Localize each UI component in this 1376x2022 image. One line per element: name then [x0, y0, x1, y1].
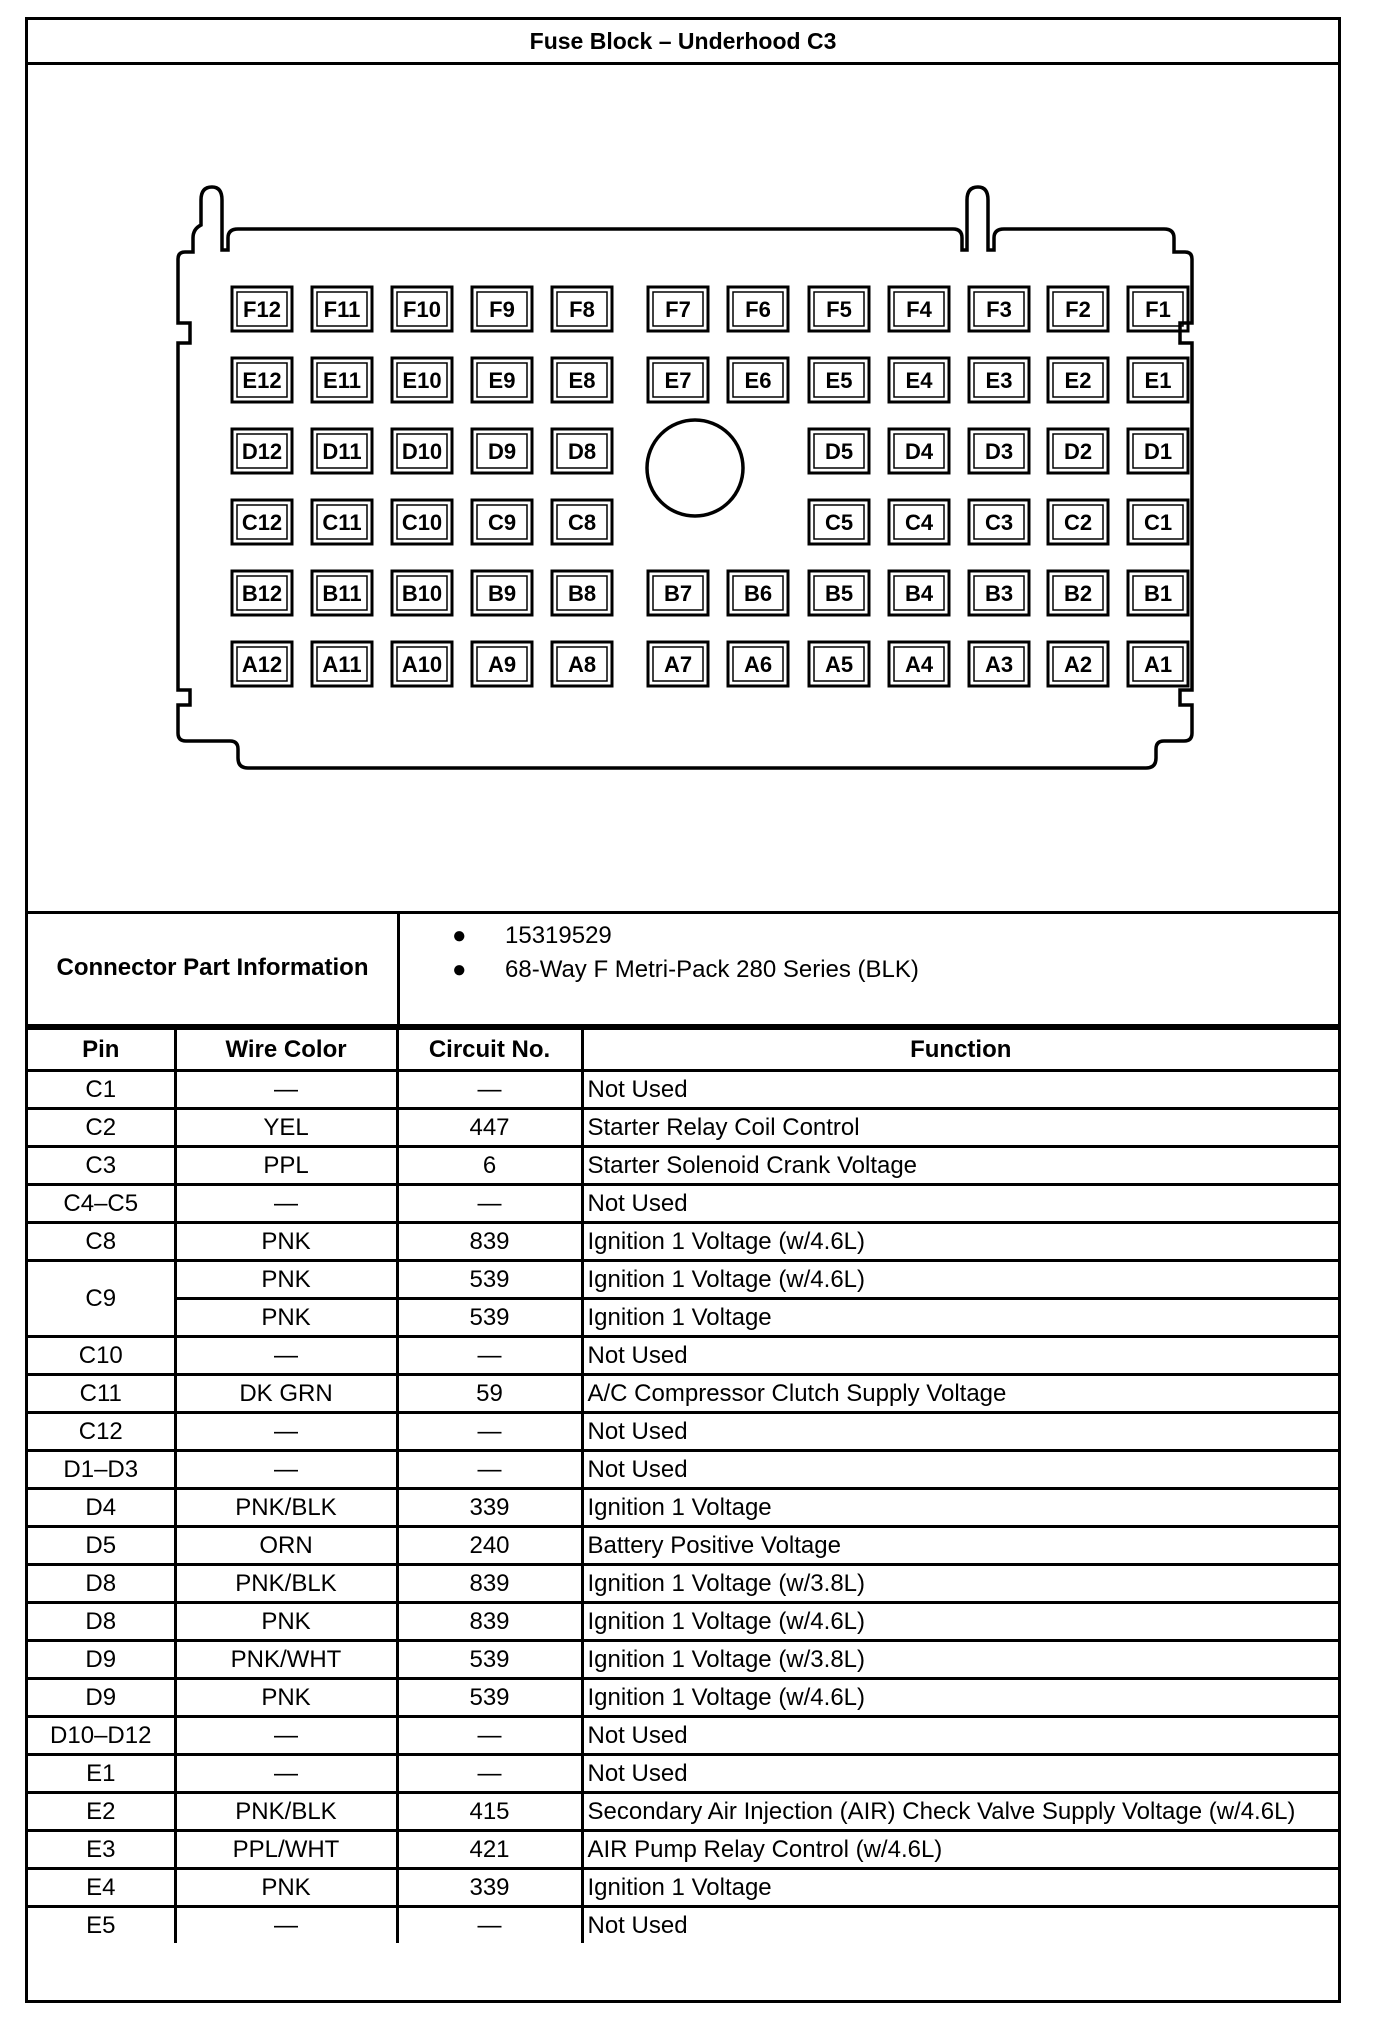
circuit-number-cell: —: [397, 1451, 582, 1489]
pin-label: F4: [906, 297, 932, 322]
table-row: [28, 1109, 1338, 1147]
circuit-number-cell: —: [397, 1185, 582, 1223]
pin-label: F6: [745, 297, 771, 322]
pin-label: E12: [242, 368, 282, 393]
function-cell: Battery Positive Voltage: [582, 1527, 1338, 1565]
wire-color-cell: —: [175, 1451, 397, 1489]
pin-cavity-a7: [648, 642, 708, 686]
pin-label: F5: [826, 297, 852, 322]
pin-cavity-f3: [969, 287, 1029, 331]
circuit-number-cell: 339: [397, 1869, 582, 1907]
pin-cavity-b6: [728, 571, 788, 615]
pin-cavity-b4: [889, 571, 949, 615]
pin-label: E8: [568, 368, 596, 393]
pin-label: A6: [743, 652, 773, 677]
wire-color-cell: PPL: [175, 1147, 397, 1185]
pin-table: [28, 1027, 1338, 1943]
pin-cavity-f5: [809, 287, 869, 331]
pin-label: E3: [985, 368, 1013, 393]
pin-label: C12: [241, 510, 283, 535]
pin-cavity-d2: [1048, 429, 1108, 473]
pin-label: A11: [322, 652, 362, 677]
circuit-number-cell: —: [397, 1337, 582, 1375]
circuit-number-cell: —: [397, 1413, 582, 1451]
function-cell: Ignition 1 Voltage (w/4.6L): [582, 1223, 1338, 1261]
pin-label: C5: [824, 510, 854, 535]
table-row: [28, 1413, 1338, 1451]
function-cell: Ignition 1 Voltage: [582, 1869, 1338, 1907]
pin-cavity-a10: [392, 642, 452, 686]
pin-label: D1: [1143, 439, 1173, 464]
pin-label: A4: [904, 652, 934, 677]
pin-label: F2: [1065, 297, 1091, 322]
connector-part-list: [400, 919, 919, 987]
pin-label: C9: [487, 510, 517, 535]
table-row: [28, 1185, 1338, 1223]
wire-color-cell: PNK: [175, 1261, 397, 1299]
pin-cavity-a5: [809, 642, 869, 686]
table-row: [28, 1375, 1338, 1413]
wire-color-cell: —: [175, 1071, 397, 1109]
pin-cavity-e1: [1128, 358, 1188, 402]
pin-cavity-d9: [472, 429, 532, 473]
pin-label: F3: [986, 297, 1012, 322]
pin-cavity-b12: [232, 571, 292, 615]
pin-label: A7: [663, 652, 693, 677]
function-cell: Not Used: [582, 1907, 1338, 1944]
table-row: [28, 1641, 1338, 1679]
pin-cavity-d12: [232, 429, 292, 473]
bullet-icon: ●: [452, 956, 467, 983]
pin-cavity-c2: [1048, 500, 1108, 544]
wire-color-cell: PNK: [175, 1299, 397, 1337]
pin-cavity-f2: [1048, 287, 1108, 331]
pin-label: E10: [402, 368, 442, 393]
pin-label: B11: [322, 581, 362, 606]
function-cell: Ignition 1 Voltage (w/3.8L): [582, 1641, 1338, 1679]
wire-color-cell: —: [175, 1413, 397, 1451]
table-row: [28, 1717, 1338, 1755]
pin-label: D9: [487, 439, 517, 464]
pin-cavity-e11: [312, 358, 372, 402]
pin-label: B3: [984, 581, 1014, 606]
pin-label: F1: [1145, 297, 1171, 322]
pin-label: A1: [1143, 652, 1173, 677]
table-row: [28, 1679, 1338, 1717]
pin-label: B5: [824, 581, 854, 606]
pin-cavity-f9: [472, 287, 532, 331]
pin-cavity-b10: [392, 571, 452, 615]
connector-face-drawing: [28, 65, 1338, 911]
pin-label: A10: [401, 652, 443, 677]
function-cell: Starter Solenoid Crank Voltage: [582, 1147, 1338, 1185]
pin-cell: E3: [28, 1831, 175, 1869]
pin-label: A2: [1063, 652, 1093, 677]
pin-cavity-c1: [1128, 500, 1188, 544]
pin-cell: E5: [28, 1907, 175, 1944]
pin-label: C10: [401, 510, 443, 535]
pin-cavity-e2: [1048, 358, 1108, 402]
column-header-circuit-no: Circuit No.: [397, 1029, 582, 1071]
table-row: [28, 1147, 1338, 1185]
pin-cavity-e5: [809, 358, 869, 402]
pin-label: E1: [1144, 368, 1172, 393]
pin-table-body: [28, 1071, 1338, 1944]
pin-cavity-c8: [552, 500, 612, 544]
circuit-number-cell: 415: [397, 1793, 582, 1831]
pin-cell: E4: [28, 1869, 175, 1907]
pin-label: E11: [323, 368, 361, 393]
connector-description: 68-Way F Metri-Pack 280 Series (BLK): [505, 956, 919, 983]
function-cell: A/C Compressor Clutch Supply Voltage: [582, 1375, 1338, 1413]
pin-label: B7: [663, 581, 693, 606]
pin-label: B12: [241, 581, 283, 606]
function-cell: Ignition 1 Voltage (w/4.6L): [582, 1261, 1338, 1299]
pin-cavity-a11: [312, 642, 372, 686]
pin-label: C1: [1143, 510, 1173, 535]
pin-cell: E2: [28, 1793, 175, 1831]
column-header-pin: Pin: [28, 1029, 175, 1071]
connector-diagram: [28, 65, 1338, 914]
table-row: [28, 1869, 1338, 1907]
connector-part-information-label: Connector Part Information: [28, 911, 400, 1024]
pin-cavity-a6: [728, 642, 788, 686]
pin-cell: D4: [28, 1489, 175, 1527]
pin-cavity-a2: [1048, 642, 1108, 686]
wire-color-cell: PNK/BLK: [175, 1793, 397, 1831]
pin-cavity-a4: [889, 642, 949, 686]
pin-label: D4: [904, 439, 934, 464]
pin-cavity-c12: [232, 500, 292, 544]
wire-color-cell: —: [175, 1185, 397, 1223]
pin-label: B6: [743, 581, 773, 606]
pin-cavity-f4: [889, 287, 949, 331]
bullet-icon: ●: [452, 922, 467, 949]
pin-cavity-f8: [552, 287, 612, 331]
pin-cell: C4–C5: [28, 1185, 175, 1223]
circuit-number-cell: 539: [397, 1299, 582, 1337]
pin-cavity-b3: [969, 571, 1029, 615]
pin-cavity-b11: [312, 571, 372, 615]
pin-label: F8: [569, 297, 595, 322]
pin-cavity-d4: [889, 429, 949, 473]
circuit-number-cell: 839: [397, 1223, 582, 1261]
pin-cell: C1: [28, 1071, 175, 1109]
pin-cell: C12: [28, 1413, 175, 1451]
wire-color-cell: —: [175, 1717, 397, 1755]
pin-label: F11: [323, 297, 361, 322]
pin-cavity-d11: [312, 429, 372, 473]
pin-label: D11: [322, 439, 362, 464]
pin-cavity-f10: [392, 287, 452, 331]
wire-color-cell: PNK/WHT: [175, 1641, 397, 1679]
pin-cavity-f12: [232, 287, 292, 331]
pin-label: A9: [487, 652, 517, 677]
pin-label: B10: [401, 581, 443, 606]
pin-cavity-c9: [472, 500, 532, 544]
pin-cell: C3: [28, 1147, 175, 1185]
pin-cavity-a8: [552, 642, 612, 686]
pin-cavity-e4: [889, 358, 949, 402]
pin-label: D5: [824, 439, 854, 464]
pin-label: E4: [905, 368, 933, 393]
pin-cavity-e10: [392, 358, 452, 402]
circuit-number-cell: —: [397, 1755, 582, 1793]
circuit-number-cell: 539: [397, 1641, 582, 1679]
table-row: [28, 1451, 1338, 1489]
list-item: [400, 953, 919, 987]
pin-cavity-b5: [809, 571, 869, 615]
circuit-number-cell: 839: [397, 1603, 582, 1641]
circuit-number-cell: —: [397, 1717, 582, 1755]
circuit-number-cell: —: [397, 1071, 582, 1109]
pin-cavity-c3: [969, 500, 1029, 544]
wire-color-cell: PNK: [175, 1603, 397, 1641]
document-frame: [25, 17, 1341, 2003]
circuit-number-cell: 447: [397, 1109, 582, 1147]
pin-cell: E1: [28, 1755, 175, 1793]
pin-cell: D1–D3: [28, 1451, 175, 1489]
table-row: [28, 1603, 1338, 1641]
wire-color-cell: —: [175, 1907, 397, 1944]
pin-label: C4: [904, 510, 934, 535]
pin-cavity-d10: [392, 429, 452, 473]
function-cell: Not Used: [582, 1071, 1338, 1109]
pin-cavity-f6: [728, 287, 788, 331]
pin-cell: D8: [28, 1565, 175, 1603]
pin-label: E2: [1064, 368, 1092, 393]
wire-color-cell: PNK: [175, 1223, 397, 1261]
pin-label: D10: [401, 439, 443, 464]
wire-color-cell: PNK: [175, 1869, 397, 1907]
pin-cell: C2: [28, 1109, 175, 1147]
circuit-number-cell: 839: [397, 1565, 582, 1603]
table-row: [28, 1907, 1338, 1944]
circuit-number-cell: 539: [397, 1679, 582, 1717]
pin-label: C3: [984, 510, 1014, 535]
pin-cavity-b7: [648, 571, 708, 615]
function-cell: Not Used: [582, 1755, 1338, 1793]
pin-cavity-b1: [1128, 571, 1188, 615]
pin-label: E6: [744, 368, 772, 393]
center-bolt-circle: [647, 420, 743, 516]
pin-label: F7: [665, 297, 691, 322]
pin-label: D8: [567, 439, 597, 464]
function-cell: AIR Pump Relay Control (w/4.6L): [582, 1831, 1338, 1869]
pin-label: A5: [824, 652, 854, 677]
pin-label: B2: [1063, 581, 1093, 606]
pin-label: D2: [1063, 439, 1093, 464]
circuit-number-cell: 240: [397, 1527, 582, 1565]
function-cell: Ignition 1 Voltage (w/4.6L): [582, 1603, 1338, 1641]
function-cell: Not Used: [582, 1185, 1338, 1223]
pin-label: E5: [825, 368, 853, 393]
pin-label: B4: [904, 581, 934, 606]
table-header-row: [28, 1029, 1338, 1071]
circuit-number-cell: 421: [397, 1831, 582, 1869]
column-header-function: Function: [582, 1029, 1338, 1071]
circuit-number-cell: —: [397, 1907, 582, 1944]
function-cell: Not Used: [582, 1717, 1338, 1755]
pin-cell: D9: [28, 1679, 175, 1717]
table-row: [28, 1793, 1338, 1831]
pin-cavity-e12: [232, 358, 292, 402]
pin-cavity-e3: [969, 358, 1029, 402]
pin-cavity-a9: [472, 642, 532, 686]
pin-cavity-f11: [312, 287, 372, 331]
pin-cavity-c11: [312, 500, 372, 544]
table-row: [28, 1223, 1338, 1261]
pin-label: C11: [322, 510, 362, 535]
pin-label: F12: [243, 297, 281, 322]
pin-cavity-d8: [552, 429, 612, 473]
pin-cavity-e6: [728, 358, 788, 402]
pin-cell: D8: [28, 1603, 175, 1641]
function-cell: Ignition 1 Voltage: [582, 1299, 1338, 1337]
pin-label: D3: [984, 439, 1014, 464]
pin-cavity-a1: [1128, 642, 1188, 686]
table-row: [28, 1489, 1338, 1527]
wire-color-cell: YEL: [175, 1109, 397, 1147]
pin-cell: D10–D12: [28, 1717, 175, 1755]
wire-color-cell: ORN: [175, 1527, 397, 1565]
wire-color-cell: —: [175, 1337, 397, 1375]
pin-cell: D5: [28, 1527, 175, 1565]
function-cell: Ignition 1 Voltage: [582, 1489, 1338, 1527]
pin-cavity-d3: [969, 429, 1029, 473]
pin-cavity-e9: [472, 358, 532, 402]
function-cell: Ignition 1 Voltage (w/3.8L): [582, 1565, 1338, 1603]
pin-cavity-d1: [1128, 429, 1188, 473]
table-row: [28, 1755, 1338, 1793]
pin-label: C8: [567, 510, 597, 535]
pin-label: E7: [664, 368, 692, 393]
wire-color-cell: DK GRN: [175, 1375, 397, 1413]
pin-label: B9: [487, 581, 517, 606]
pin-cavity-b9: [472, 571, 532, 615]
pin-label: E9: [488, 368, 516, 393]
pin-cavity-b2: [1048, 571, 1108, 615]
function-cell: Not Used: [582, 1413, 1338, 1451]
circuit-number-cell: 59: [397, 1375, 582, 1413]
pin-label: B8: [567, 581, 597, 606]
pin-cell: C9: [28, 1261, 175, 1337]
column-header-wire-color: Wire Color: [175, 1029, 397, 1071]
table-row: [28, 1337, 1338, 1375]
wire-color-cell: PNK/BLK: [175, 1489, 397, 1527]
pin-label: D12: [241, 439, 283, 464]
wire-color-cell: PNK: [175, 1679, 397, 1717]
pin-cell: C8: [28, 1223, 175, 1261]
pin-label: F9: [489, 297, 515, 322]
part-number: 15319529: [505, 922, 612, 949]
pin-label: F10: [403, 297, 441, 322]
pin-cell: C10: [28, 1337, 175, 1375]
table-row: [28, 1831, 1338, 1869]
pin-cavity-e8: [552, 358, 612, 402]
function-cell: Not Used: [582, 1451, 1338, 1489]
pin-cavity-e7: [648, 358, 708, 402]
pin-cavity-a3: [969, 642, 1029, 686]
pin-cavity-c5: [809, 500, 869, 544]
table-row: [28, 1527, 1338, 1565]
pin-cavity-b8: [552, 571, 612, 615]
table-row: [28, 1071, 1338, 1109]
wire-color-cell: PNK/BLK: [175, 1565, 397, 1603]
pin-label: C2: [1063, 510, 1093, 535]
pin-label: A8: [567, 652, 597, 677]
pin-cavity-a12: [232, 642, 292, 686]
pin-label: B1: [1143, 581, 1173, 606]
circuit-number-cell: 539: [397, 1261, 582, 1299]
pin-cell: C11: [28, 1375, 175, 1413]
function-cell: Starter Relay Coil Control: [582, 1109, 1338, 1147]
page-title: Fuse Block – Underhood C3: [28, 20, 1338, 65]
pin-cavity-d5: [809, 429, 869, 473]
list-item: [400, 919, 919, 953]
table-row: [28, 1299, 1338, 1337]
pin-cavity-c10: [392, 500, 452, 544]
pin-cavity-c4: [889, 500, 949, 544]
table-row: [28, 1261, 1338, 1299]
function-cell: Ignition 1 Voltage (w/4.6L): [582, 1679, 1338, 1717]
pin-cell: D9: [28, 1641, 175, 1679]
function-cell: Secondary Air Injection (AIR) Check Valve Supply Voltage (w/4.6L): [582, 1793, 1338, 1831]
circuit-number-cell: 6: [397, 1147, 582, 1185]
wire-color-cell: —: [175, 1755, 397, 1793]
function-cell: Not Used: [582, 1337, 1338, 1375]
table-row: [28, 1565, 1338, 1603]
circuit-number-cell: 339: [397, 1489, 582, 1527]
pin-label: A3: [984, 652, 1014, 677]
wire-color-cell: PPL/WHT: [175, 1831, 397, 1869]
pin-label: A12: [241, 652, 283, 677]
pin-cavity-f7: [648, 287, 708, 331]
connector-part-information: [28, 911, 1338, 1027]
